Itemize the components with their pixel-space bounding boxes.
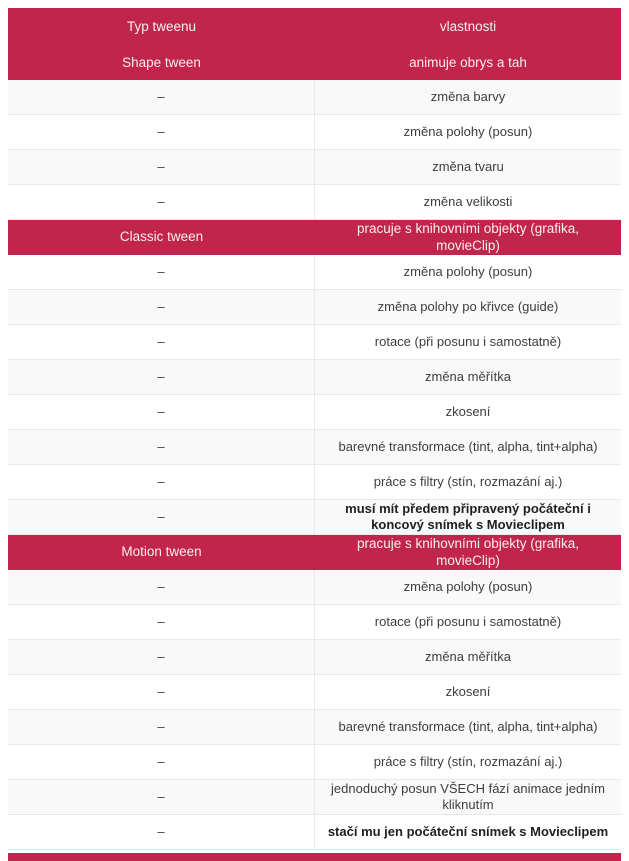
table-row bbox=[8, 570, 621, 605]
row-property-cell: změna velikosti bbox=[423, 193, 513, 209]
row-property-cell: barevné transformace (tint, alpha, tint+alpha) bbox=[338, 718, 598, 734]
section-title: Motion tween bbox=[121, 544, 202, 560]
row-type-cell: – bbox=[8, 395, 315, 429]
row-type-cell: – bbox=[8, 605, 315, 639]
table-row bbox=[8, 500, 621, 535]
row-type-cell: – bbox=[8, 675, 315, 709]
next-section-header-strip bbox=[8, 853, 621, 861]
row-property-cell: rotace (při posunu i samostatně) bbox=[374, 613, 562, 629]
section-title: Classic tween bbox=[119, 229, 204, 245]
table-row bbox=[8, 640, 621, 675]
row-property-cell: barevné transformace (tint, alpha, tint+alpha) bbox=[338, 438, 598, 454]
table-header-row bbox=[8, 8, 621, 46]
row-type-cell: – bbox=[8, 290, 315, 324]
table-row bbox=[8, 185, 621, 220]
row-type-cell: – bbox=[8, 570, 315, 604]
row-property-cell: rotace (při posunu i samostatně) bbox=[374, 333, 562, 349]
section-description: pracuje s knihovními objekty (grafika, movieClip) bbox=[356, 220, 580, 253]
table-row bbox=[8, 325, 621, 360]
table-row bbox=[8, 710, 621, 745]
tween-comparison-table bbox=[8, 8, 621, 850]
row-property-cell: změna polohy po křivce (guide) bbox=[377, 298, 559, 314]
section-description: animuje obrys a tah bbox=[409, 54, 527, 70]
table-row bbox=[8, 780, 621, 815]
table-row bbox=[8, 115, 621, 150]
row-type-cell: – bbox=[8, 710, 315, 744]
row-property-cell: změna polohy (posun) bbox=[403, 578, 533, 594]
row-type-cell: – bbox=[8, 745, 315, 779]
row-type-cell: – bbox=[8, 185, 315, 219]
row-type-cell: – bbox=[8, 780, 315, 814]
table-row bbox=[8, 150, 621, 185]
row-property-cell: jednoduchý posun VŠECH fází animace jedním kliknutím bbox=[331, 780, 605, 812]
row-property-cell: práce s filtry (stín, rozmazání aj.) bbox=[373, 753, 563, 769]
row-property-cell: zkosení bbox=[445, 683, 491, 699]
table-row bbox=[8, 395, 621, 430]
table-row bbox=[8, 605, 621, 640]
table-row bbox=[8, 290, 621, 325]
row-type-cell: – bbox=[8, 500, 315, 534]
row-property-cell: stačí mu jen počáteční snímek s Movieclipem bbox=[327, 823, 609, 839]
column-header-typ-tweenu: Typ tweenu bbox=[126, 18, 197, 34]
row-type-cell: – bbox=[8, 325, 315, 359]
section-header-row bbox=[8, 220, 621, 255]
row-type-cell: – bbox=[8, 430, 315, 464]
row-property-cell: změna tvaru bbox=[432, 158, 504, 174]
column-header-vlastnosti: vlastnosti bbox=[439, 18, 497, 34]
table-row bbox=[8, 815, 621, 850]
row-type-cell: – bbox=[8, 115, 315, 149]
table-row bbox=[8, 675, 621, 710]
row-type-cell: – bbox=[8, 640, 315, 674]
table-row bbox=[8, 80, 621, 115]
row-type-cell: – bbox=[8, 360, 315, 394]
table-row bbox=[8, 255, 621, 290]
section-description: pracuje s knihovními objekty (grafika, movieClip) bbox=[356, 535, 580, 568]
row-type-cell: – bbox=[8, 80, 315, 114]
table-row bbox=[8, 465, 621, 500]
row-property-cell: musí mít předem připravený počáteční i koncový snímek s Movieclipem bbox=[345, 500, 591, 532]
row-property-cell: změna měřítka bbox=[425, 648, 511, 664]
row-type-cell: – bbox=[8, 815, 315, 849]
section-header-row bbox=[8, 46, 621, 80]
row-type-cell: – bbox=[8, 465, 315, 499]
row-property-cell: zkosení bbox=[445, 403, 491, 419]
table-row bbox=[8, 745, 621, 780]
row-type-cell: – bbox=[8, 255, 315, 289]
table-row bbox=[8, 430, 621, 465]
section-title: Shape tween bbox=[122, 54, 201, 70]
row-property-cell: změna polohy (posun) bbox=[403, 123, 533, 139]
row-property-cell: změna polohy (posun) bbox=[403, 263, 533, 279]
section-header-row bbox=[8, 535, 621, 570]
row-property-cell: práce s filtry (stín, rozmazání aj.) bbox=[373, 473, 563, 489]
row-property-cell: změna barvy bbox=[430, 88, 506, 104]
table-row bbox=[8, 360, 621, 395]
row-type-cell: – bbox=[8, 150, 315, 184]
row-property-cell: změna měřítka bbox=[425, 368, 511, 384]
table-body bbox=[8, 46, 621, 850]
